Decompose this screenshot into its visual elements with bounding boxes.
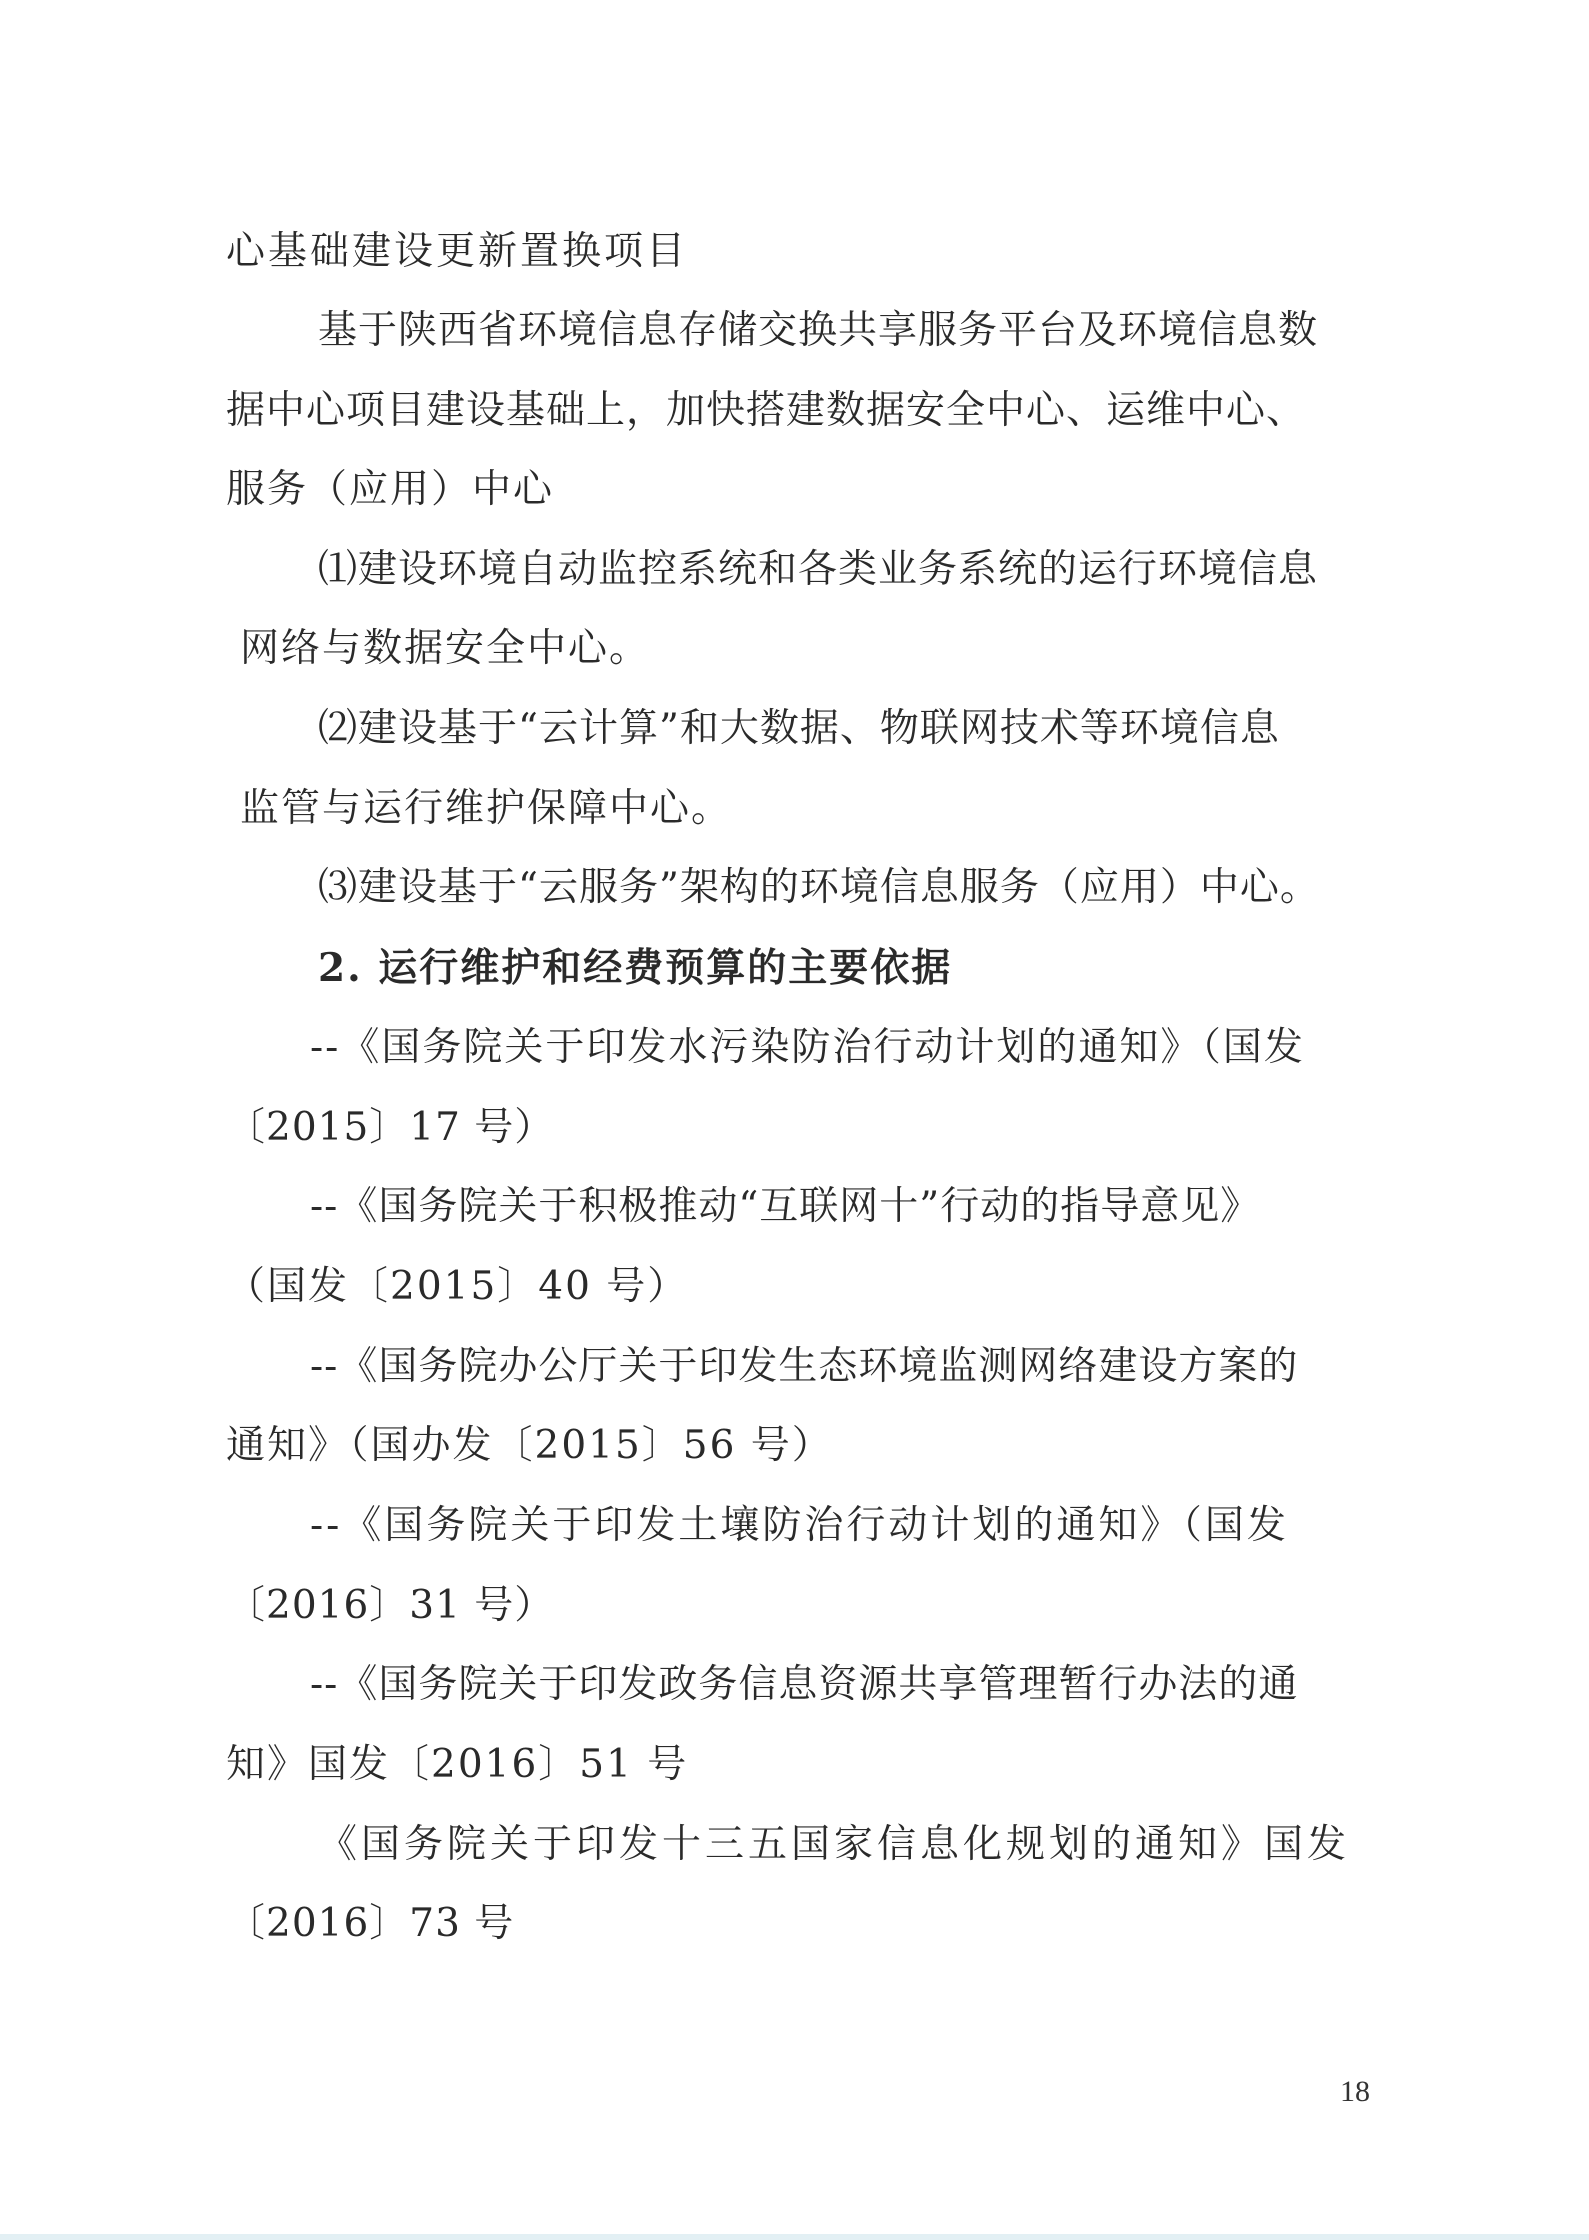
reference-4-cont: 〔2016〕31 号） <box>226 1583 555 1628</box>
reference-6: 《国务院关于印发十三五国家信息化规划的通知》国发 <box>318 1822 1351 1867</box>
section-heading: 2. 运行维护和经费预算的主要依据 <box>318 945 953 991</box>
reference-3-cont: 通知》（国办发〔2015〕56 号） <box>226 1423 833 1468</box>
list-item-3: ⑶建设基于“云服务”架构的环境信息服务（应用）中心。 <box>318 865 1320 910</box>
list-item-2-cont: 监管与运行维护保障中心。 <box>240 786 733 831</box>
list-item-2: ⑵建设基于“云计算”和大数据、物联网技术等环境信息 <box>318 706 1280 751</box>
list-item-1-cont: 网络与数据安全中心。 <box>240 626 651 671</box>
body-line-2: 基于陕西省环境信息存储交换共享服务平台及环境信息数 <box>318 308 1319 353</box>
body-line-1: 心基础建设更新置换项目 <box>226 229 689 274</box>
reference-5-cont: 知》国发〔2016〕51 号 <box>226 1742 689 1787</box>
page-number: 18 <box>1340 2075 1370 2108</box>
reference-5: --《国务院关于印发政务信息资源共享管理暂行办法的通 <box>310 1662 1299 1707</box>
reference-2-cont: （国发〔2015〕40 号） <box>226 1264 689 1309</box>
reference-3: --《国务院办公厅关于印发生态环境监测网络建设方案的 <box>310 1344 1299 1389</box>
list-item-1: ⑴建设环境自动监控系统和各类业务系统的运行环境信息 <box>318 547 1319 592</box>
body-line-3: 据中心项目建设基础上，加快搭建数据安全中心、运维中心、 <box>226 388 1307 433</box>
reference-1: --《国务院关于印发水污染防治行动计划的通知》（国发 <box>310 1025 1305 1070</box>
reference-6-cont: 〔2016〕73 号 <box>226 1901 515 1946</box>
body-line-4: 服务（应用）中心 <box>226 467 555 512</box>
reference-2: --《国务院关于积极推动“互联网十”行动的指导意见》 <box>310 1184 1261 1229</box>
reference-4: --《国务院关于印发土壤防治行动计划的通知》（国发 <box>310 1503 1289 1548</box>
scan-bottom-edge <box>0 2234 1589 2240</box>
reference-1-cont: 〔2015〕17 号） <box>226 1105 555 1150</box>
